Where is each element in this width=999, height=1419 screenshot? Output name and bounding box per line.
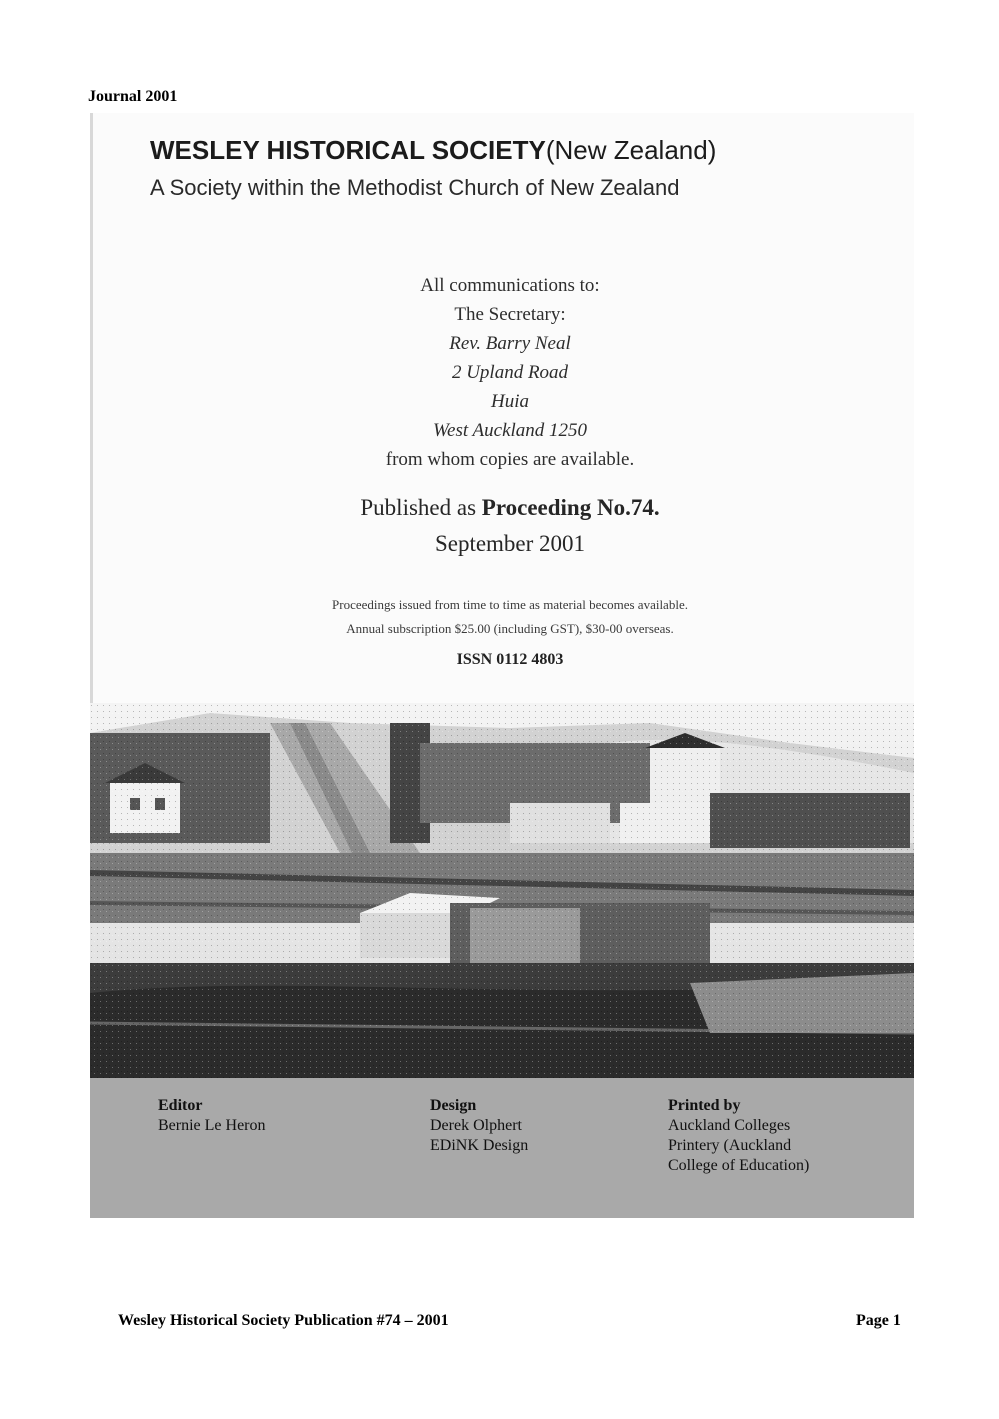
design-line: EDiNK Design <box>430 1137 529 1154</box>
design-credit <box>430 1096 528 1156</box>
issn: ISSN 0112 4803 <box>456 651 564 668</box>
address-locality: Huia <box>491 391 529 412</box>
printer-line: College of Education) <box>668 1157 810 1174</box>
design-heading: Design <box>430 1097 477 1114</box>
published-prefix: Published as <box>360 495 477 520</box>
printer-credit <box>668 1096 809 1176</box>
society-subtitle: A Society within the Methodist Church of New Zealand <box>150 175 680 200</box>
address-street: 2 Upland Road <box>451 362 569 383</box>
cover-edge <box>90 113 93 713</box>
design-line: Derek Olphert <box>430 1117 522 1134</box>
society-name <box>150 135 910 166</box>
notes-line: Proceedings issued from time to time as material becomes available. <box>332 597 688 612</box>
printed-heading: Printed by <box>668 1097 741 1114</box>
printer-line: Printery (Auckland <box>668 1137 792 1154</box>
printer-line: Auckland Colleges <box>668 1117 791 1134</box>
footer-publication: Wesley Historical Society Publication #74 – 2001 <box>118 1312 449 1329</box>
cover-page <box>90 113 914 1218</box>
notes-line: Annual subscription $25.00 (including GST), $30-00 overseas. <box>346 621 674 636</box>
copies-note: from whom copies are available. <box>385 449 635 470</box>
editor-credit <box>158 1096 266 1136</box>
published-line <box>240 495 780 521</box>
society-name-main: WESLEY HISTORICAL SOCIETY <box>150 135 546 165</box>
journal-label: Journal 2001 <box>88 88 178 105</box>
communications-intro: All communications to: <box>420 275 600 296</box>
proceeding-number: Proceeding No.74. <box>481 495 660 520</box>
secretary-name: Rev. Barry Neal <box>449 333 571 354</box>
publication-date: September 2001 <box>434 531 586 556</box>
communications-block <box>290 271 730 474</box>
subscription-notes <box>190 593 830 641</box>
credits-band <box>90 1078 914 1218</box>
editor-heading: Editor <box>158 1097 203 1114</box>
communications-role: The Secretary: <box>454 304 566 325</box>
address-city: West Auckland 1250 <box>432 420 588 441</box>
editor-name: Bernie Le Heron <box>158 1117 266 1134</box>
page-number: Page 1 <box>856 1312 901 1329</box>
society-region: (New Zealand) <box>545 135 717 165</box>
historic-town-photo <box>90 703 914 1078</box>
